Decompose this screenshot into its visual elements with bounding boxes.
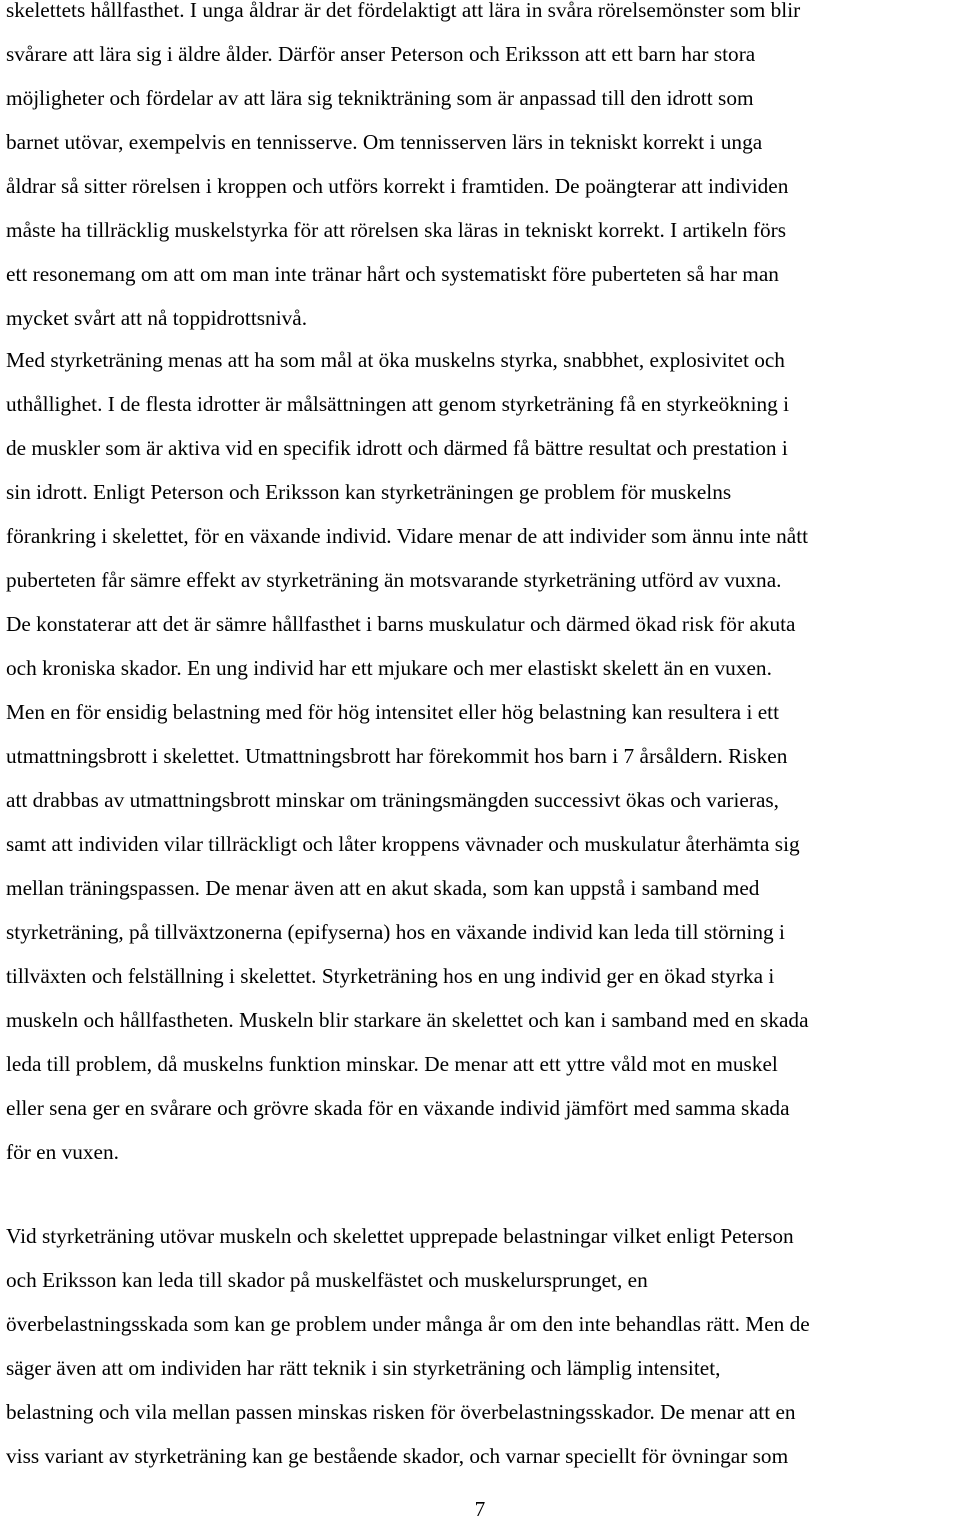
page-number: 7 (474, 1497, 486, 1521)
text-line: svårare att lära sig i äldre ålder. Därför anser Peterson och Eriksson att ett barn har stora (6, 42, 756, 66)
text-line: för en vuxen. (6, 1140, 119, 1164)
text-line: styrketräning, på tillväxtzonerna (epifyserna) hos en växande individ kan leda till störning i (6, 920, 785, 944)
text-line: förankring i skelettet, för en växande individ. Vidare menar de att individer som ännu inte nått (6, 524, 809, 548)
text-line: barnet utövar, exempelvis en tennisserve. Om tennisserven lärs in tekniskt korrekt i unga (6, 130, 763, 154)
text-line: skelettets hållfasthet. I unga åldrar är det fördelaktigt att lära in svåra rörelsemönster som blir (6, 0, 801, 22)
text-line: ett resonemang om att om man inte tränar hårt och systematiskt före puberteten så har man (6, 262, 779, 286)
text-line: Med styrketräning menas att ha som mål at öka muskelns styrka, snabbhet, explosivitet och (6, 348, 785, 372)
text-line: säger även att om individen har rätt teknik i sin styrketräning och lämplig intensitet, (6, 1356, 721, 1380)
text-line: överbelastningsskada som kan ge problem under många år om den inte behandlas rätt. Men de (6, 1312, 810, 1336)
text-line: De konstaterar att det är sämre hållfasthet i barns muskulatur och därmed ökad risk för akuta (6, 612, 796, 636)
text-line: åldrar så sitter rörelsen i kroppen och utförs korrekt i framtiden. De poängterar att individen (6, 174, 789, 198)
text-line: måste ha tillräcklig muskelstyrka för att rörelsen ska läras in tekniskt korrekt. I artikeln förs (6, 218, 787, 242)
text-line: och Eriksson kan leda till skador på muskelfästet och muskelursprunget, en (6, 1268, 648, 1292)
text-line: möjligheter och fördelar av att lära sig teknikträning som är anpassad till den idrott som (6, 86, 754, 110)
text-line: leda till problem, då muskelns funktion minskar. De menar att ett yttre våld mot en muskel (6, 1052, 778, 1076)
text-line: tillväxten och felställning i skelettet. Styrketräning hos en ung individ ger en ökad styrka i (6, 964, 775, 988)
text-line: att drabbas av utmattningsbrott minskar om träningsmängden successivt ökas och varieras, (6, 788, 780, 812)
text-line: viss variant av styrketräning kan ge bestående skador, och varnar speciellt för övningar som (6, 1444, 789, 1468)
text-line: Vid styrketräning utövar muskeln och skelettet upprepade belastningar vilket enligt Peterson (6, 1224, 794, 1248)
text-line: utmattningsbrott i skelettet. Utmattningsbrott har förekommit hos barn i 7 årsåldern. Risken (6, 744, 788, 768)
text-line: samt att individen vilar tillräckligt och låter kroppens vävnader och muskulatur återhämta sig (6, 832, 800, 856)
text-line: puberteten får sämre effekt av styrketräning än motsvarande styrketräning utförd av vuxna. (6, 568, 782, 592)
text-line: mycket svårt att nå toppidrottsnivå. (6, 306, 308, 330)
text-line: eller sena ger en svårare och grövre skada för en växande individ jämfört med samma skada (6, 1096, 790, 1120)
text-line: sin idrott. Enligt Peterson och Eriksson kan styrketräningen ge problem för muskelns (6, 480, 732, 504)
text-line: de muskler som är aktiva vid en specifik idrott och därmed få bättre resultat och prestation i (6, 436, 788, 460)
text-line: Men en för ensidig belastning med för hög intensitet eller hög belastning kan resultera i ett (6, 700, 779, 724)
text-line: belastning och vila mellan passen minskas risken för överbelastningsskador. De menar att en (6, 1400, 796, 1424)
text-line: muskeln och hållfastheten. Muskeln blir starkare än skelettet och kan i samband med en skada (6, 1008, 809, 1032)
text-line: och kroniska skador. En ung individ har ett mjukare och mer elastiskt skelett än en vuxen. (6, 656, 772, 680)
text-line: uthållighet. I de flesta idrotter är målsättningen att genom styrketräning få en styrkeökning i (6, 392, 790, 416)
text-line: mellan träningspassen. De menar även att en akut skada, som kan uppstå i samband med (6, 876, 760, 900)
